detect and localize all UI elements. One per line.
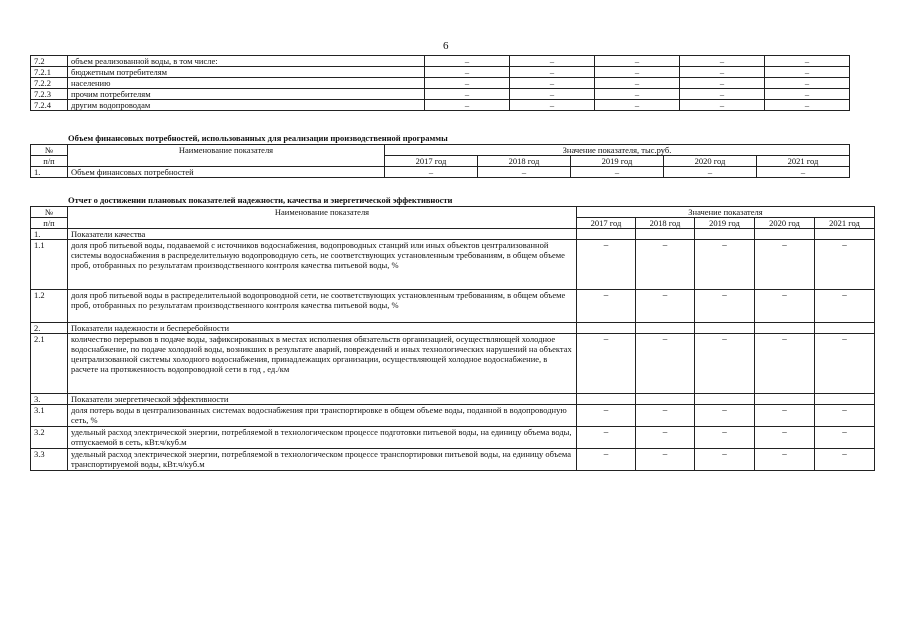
value-cell: – (595, 89, 680, 100)
finance-table (30, 144, 850, 178)
value-cell: – (577, 427, 636, 449)
value-cell: – (385, 167, 478, 178)
column-header-number-sub: п/п (31, 156, 68, 167)
value-cell: – (695, 449, 755, 471)
reliability-table (30, 206, 875, 471)
value-cell: – (680, 89, 765, 100)
group-row (31, 323, 875, 334)
row-number: 1. (31, 167, 68, 178)
table-row (31, 240, 875, 290)
year-header: 2021 год (757, 156, 850, 167)
value-cell: – (765, 56, 850, 67)
table-row (31, 427, 875, 449)
reliability-section-title: Отчет о достижении плановых показателей надежности, качества и энергетической эффективности (68, 195, 453, 205)
row-number: 1.1 (31, 240, 68, 290)
table-row (31, 334, 875, 394)
year-header: 2017 год (577, 218, 636, 229)
value-cell: – (815, 427, 875, 449)
value-cell: – (815, 290, 875, 323)
finance-section-title: Объем финансовых потребностей, использованных для реализации производственной программы (68, 133, 448, 143)
value-cell: – (755, 449, 815, 471)
value-cell: – (755, 405, 815, 427)
value-cell: – (815, 405, 875, 427)
row-name: объем реализованной воды, в том числе: (68, 56, 425, 67)
row-name: прочим потребителям (68, 89, 425, 100)
table-row (31, 167, 850, 178)
value-cell: – (695, 405, 755, 427)
indicator-text: удельный расход электрической энергии, потребляемой в технологическом процессе транспортировки питьевой воды, на единицу объема транспортируемой воды, кВт.ч/куб.м (68, 449, 577, 471)
column-header-number: № (31, 145, 68, 156)
year-header: 2017 год (385, 156, 478, 167)
value-cell: – (757, 167, 850, 178)
table-row (31, 78, 850, 89)
group-number: 1. (31, 229, 68, 240)
value-cell: – (478, 167, 571, 178)
group-row (31, 229, 875, 240)
header-row (31, 207, 875, 218)
row-number: 3.3 (31, 449, 68, 471)
indicator-text: удельный расход электрической энергии, потребляемой в технологическом процессе подготовки питьевой воды, на единицу объема воды, отпускаемой в сеть, кВт.ч/куб.м (68, 427, 577, 449)
row-number: 7.2.1 (31, 67, 68, 78)
value-cell: – (595, 56, 680, 67)
value-cell: – (425, 67, 510, 78)
column-header-value: Значение показателя (577, 207, 875, 218)
value-cell: – (815, 334, 875, 394)
value-cell: – (664, 167, 757, 178)
value-cell: – (425, 100, 510, 111)
group-title: Показатели энергетической эффективности (68, 394, 577, 405)
value-cell: – (510, 100, 595, 111)
column-header-number: № (31, 207, 68, 218)
row-number: 7.2.2 (31, 78, 68, 89)
value-cell: – (510, 56, 595, 67)
table-row (31, 56, 850, 67)
row-name: Объем финансовых потребностей (68, 167, 385, 178)
year-header: 2018 год (636, 218, 695, 229)
group-number: 2. (31, 323, 68, 334)
indicator-text: доля проб питьевой воды, подаваемой с источников водоснабжения, водопроводных станций или иных объектов централизованной системы водоснабжения в распределительную водопроводную сеть, не соответствующих установленным требованиям, в общем объеме проб, отобранных по результатам производственного контроля качества питьевой воды, % (68, 240, 577, 290)
column-header-name: Наименование показателя (68, 207, 577, 229)
value-cell: – (755, 240, 815, 290)
row-number: 3.2 (31, 427, 68, 449)
value-cell: – (636, 427, 695, 449)
value-cell: – (577, 240, 636, 290)
year-header: 2019 год (571, 156, 664, 167)
value-cell: – (425, 89, 510, 100)
value-cell: – (755, 427, 815, 449)
row-number: 7.2 (31, 56, 68, 67)
group-number: 3. (31, 394, 68, 405)
water-sales-table (30, 55, 850, 111)
column-header-value: Значение показателя, тыс.руб. (385, 145, 850, 156)
row-number: 1.2 (31, 290, 68, 323)
value-cell: – (577, 449, 636, 471)
value-cell: – (577, 290, 636, 323)
value-cell: – (425, 56, 510, 67)
value-cell: – (765, 67, 850, 78)
table-row (31, 290, 875, 323)
value-cell: – (695, 427, 755, 449)
year-header: 2019 год (695, 218, 755, 229)
value-cell: – (636, 240, 695, 290)
value-cell: – (755, 334, 815, 394)
value-cell: – (680, 56, 765, 67)
value-cell: – (680, 78, 765, 89)
year-header: 2020 год (664, 156, 757, 167)
value-cell: – (595, 67, 680, 78)
value-cell: – (577, 334, 636, 394)
value-cell: – (425, 78, 510, 89)
value-cell: – (680, 67, 765, 78)
row-number: 3.1 (31, 405, 68, 427)
row-number: 7.2.4 (31, 100, 68, 111)
value-cell: – (765, 100, 850, 111)
header-row (31, 145, 850, 156)
table-row (31, 449, 875, 471)
row-number: 7.2.3 (31, 89, 68, 100)
page-number: 6 (443, 40, 449, 52)
value-cell: – (510, 78, 595, 89)
value-cell: – (510, 89, 595, 100)
value-cell: – (577, 405, 636, 427)
value-cell: – (765, 78, 850, 89)
value-cell: – (636, 405, 695, 427)
group-title: Показатели надежности и бесперебойности (68, 323, 577, 334)
value-cell: – (636, 290, 695, 323)
value-cell: – (571, 167, 664, 178)
value-cell: – (680, 100, 765, 111)
row-name: другим водопроводам (68, 100, 425, 111)
value-cell: – (755, 290, 815, 323)
row-number: 2.1 (31, 334, 68, 394)
value-cell: – (815, 449, 875, 471)
value-cell: – (695, 334, 755, 394)
row-name: бюджетным потребителям (68, 67, 425, 78)
table-row (31, 67, 850, 78)
value-cell: – (695, 240, 755, 290)
value-cell: – (595, 78, 680, 89)
table-row (31, 405, 875, 427)
indicator-text: доля проб питьевой воды в распределительной водопроводной сети, не соответствующих установленным требованиям, в общем объеме проб, отобранных по результатам производственного контроля качества питьевой воды, % (68, 290, 577, 323)
value-cell: – (510, 67, 595, 78)
column-header-name: Наименование показателя (68, 145, 385, 167)
year-header: 2021 год (815, 218, 875, 229)
indicator-text: доля потерь воды в централизованных системах водоснабжения при транспортировке в общем объеме воды, поданной в водопроводную сеть, % (68, 405, 577, 427)
value-cell: – (815, 240, 875, 290)
value-cell: – (636, 334, 695, 394)
year-header: 2020 год (755, 218, 815, 229)
value-cell: – (595, 100, 680, 111)
value-cell: – (695, 290, 755, 323)
table-row (31, 100, 850, 111)
year-header: 2018 год (478, 156, 571, 167)
value-cell: – (765, 89, 850, 100)
column-header-number-sub: п/п (31, 218, 68, 229)
value-cell: – (636, 449, 695, 471)
group-row (31, 394, 875, 405)
table-row (31, 89, 850, 100)
row-name: населению (68, 78, 425, 89)
indicator-text: количество перерывов в подаче воды, зафиксированных в местах исполнения обязательств организацией, осуществляющей холодное водоснабжение, по подаче холодной воды, возникших в результате аварий, повреждений и иных технологических нарушений на объектах централизованной системы холодного водоснабжения, принадлежащих организации, осуществляющей холодное водоснабжение, в расчете на протяженность водопроводной сети в год , ед./км (68, 334, 577, 394)
group-title: Показатели качества (68, 229, 577, 240)
